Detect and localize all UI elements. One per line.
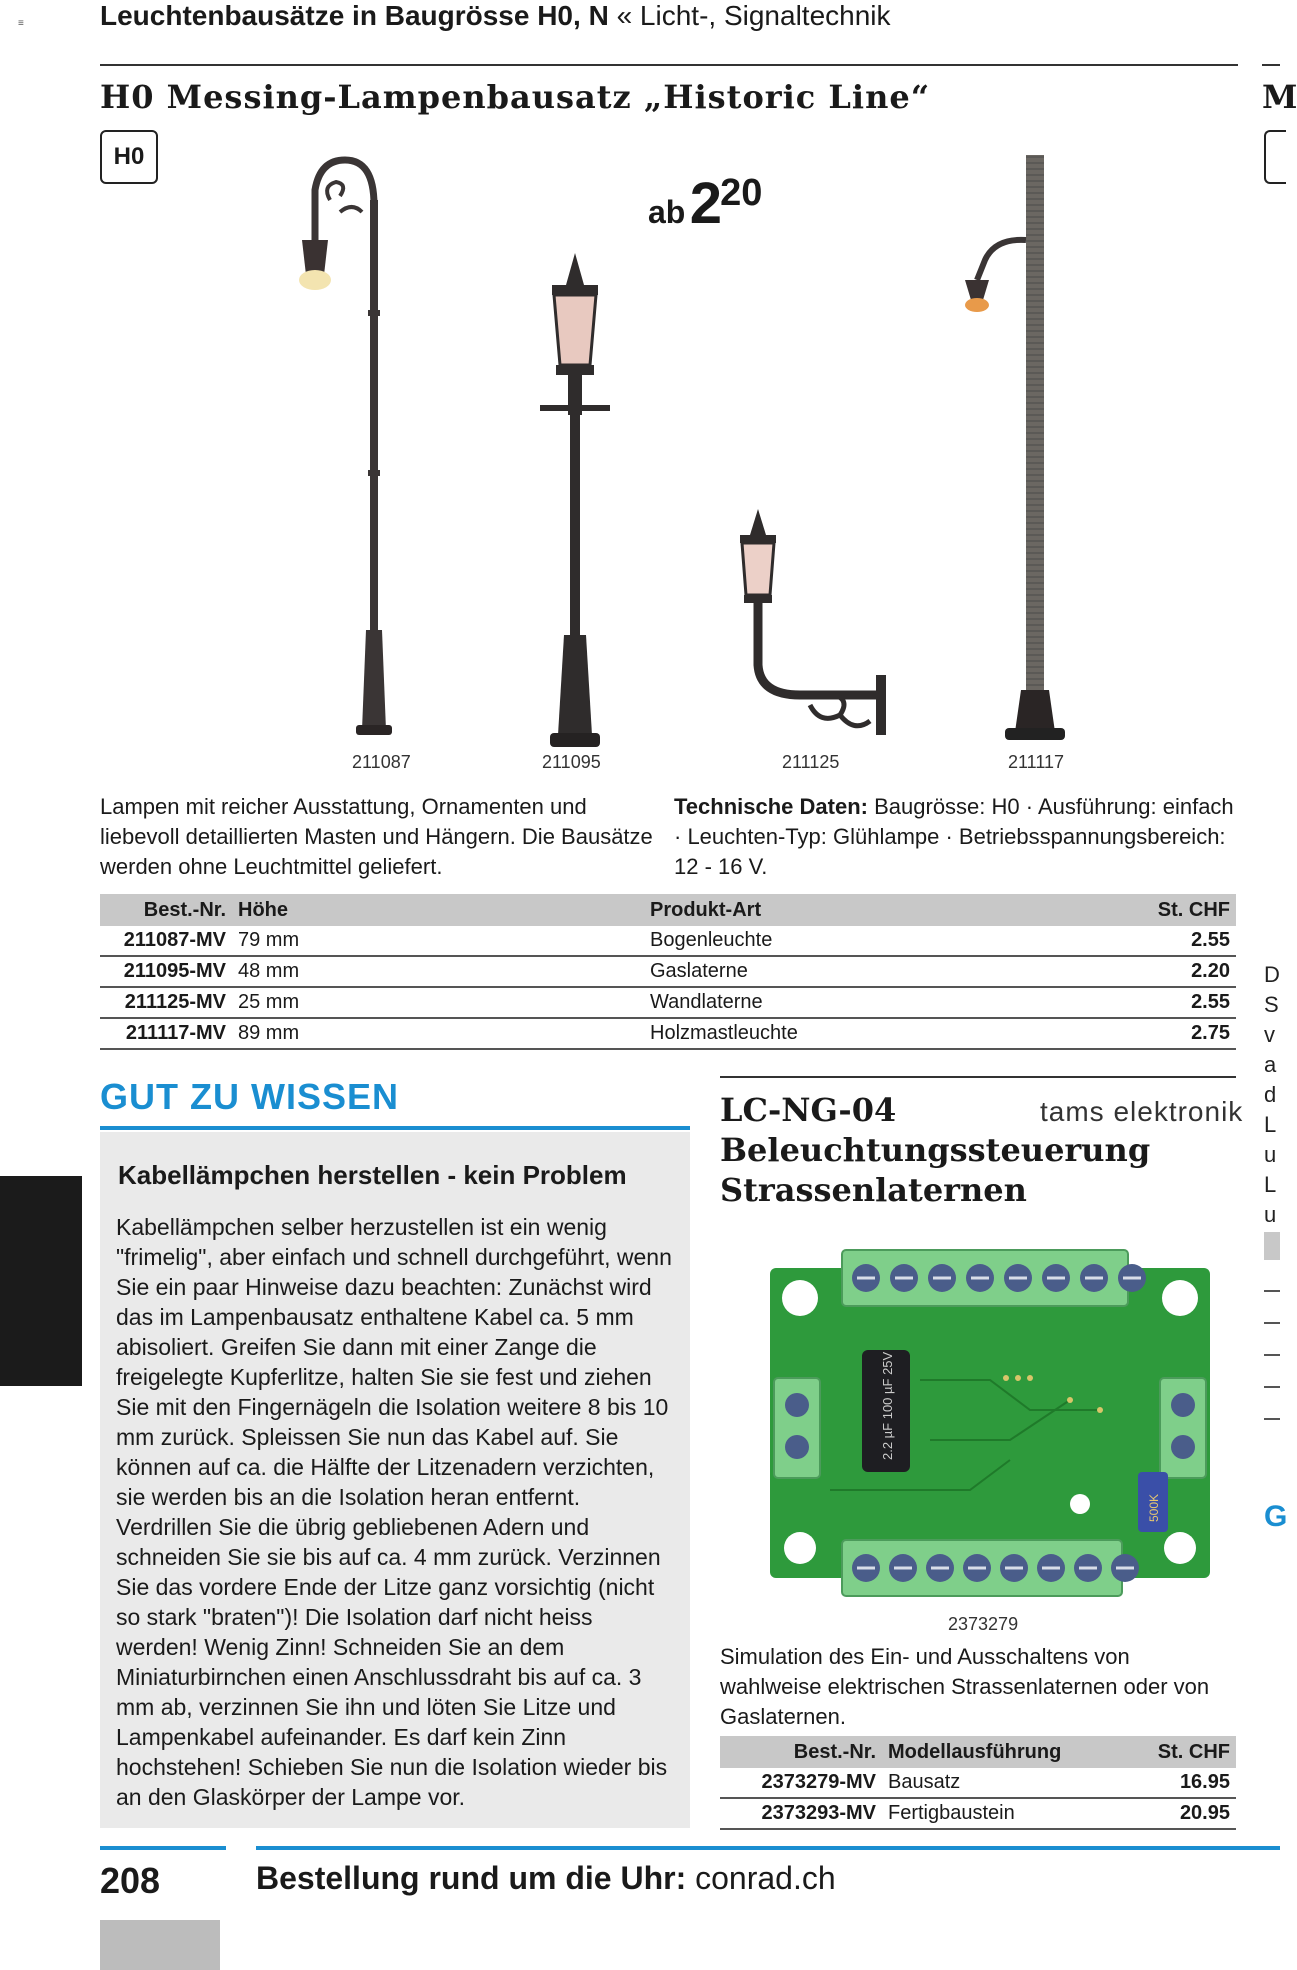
price: 2.55 [1114,926,1236,956]
right-col-letter: v [1264,1022,1275,1047]
lamp-holzmastleuchte-image [925,150,1085,750]
lamp-wandlaterne-image [720,505,890,755]
table-row [100,987,1236,1018]
info-box-title: GUT ZU WISSEN [100,1076,399,1117]
right-col-letter: L [1264,1172,1277,1197]
price-cents: 20 [720,172,763,214]
technical-data-label: Technische Daten: [674,794,868,819]
product-description: Lampen mit reicher Ausstattung, Ornamenten und liebevoll detaillierten Masten und Hängern. Die Bausätze werden ohne Leuchtmittel geliefert. [100,794,653,879]
product-rule [720,1076,1236,1078]
lamp-bogenleuchte-image [270,150,410,750]
scale-badge: H0 [100,130,158,184]
footer-rule [256,1846,1280,1850]
product-type: Bogenleuchte [644,926,1114,956]
info-box-rule [100,1126,690,1130]
right-col-letter: d [1264,1082,1277,1107]
product-title-line: Strassenlaternen [720,1171,1027,1209]
col-header: St. CHF [1124,1736,1236,1768]
right-col-text-fragment [1264,960,1280,1230]
page-number: 208 [100,1860,161,1901]
right-col-letter: D [1264,962,1280,987]
order-number: 2373279-MV [720,1768,882,1798]
height: 48 mm [232,956,644,987]
lamp-price-table [100,894,1236,1050]
model-version: Fertigbaustein [882,1798,1124,1829]
lamp-gaslaterne-image [530,245,620,755]
price: 20.95 [1124,1798,1236,1829]
lamp-number: 211095 [542,752,601,772]
order-number: 2373293-MV [720,1798,882,1829]
technical-data-text: Baugrösse: H0 · Ausführung: einfach · Leuchten-Typ: Glühlampe · Betriebsspannungsbereich: 12 - 16 V. [674,794,1234,879]
product-type: Wandlaterne [644,987,1114,1018]
brand-logo: tams elektronik [1040,1096,1244,1127]
header-rule [100,64,1238,66]
price: 2.75 [1114,1018,1236,1049]
right-col-rule-5 [1264,1418,1280,1420]
lamp-number: 211125 [782,752,840,772]
right-col-table-header-fragment [1264,1232,1280,1260]
technical-data [674,792,1234,882]
header-rule-right [1262,64,1280,66]
price: 2.20 [1114,956,1236,987]
footer-rule [100,1846,226,1850]
model-version: Bausatz [882,1768,1124,1798]
price-prefix: ab [648,194,686,230]
resistor-label: 500K [1147,1493,1161,1522]
product-type: Holzmastleuchte [644,1018,1114,1049]
order-number: 211095-MV [100,956,232,987]
info-box-text: Kabellämpchen selber herzustellen ist ein wenig "frimelig", aber einfach und schnell durchgeführt, wenn Sie ein paar Hinweise dazu beachten: Zunächst wird das im Lampenbausatz enthaltene Kabel ca. 5 mm abisoliert. Greifen Sie dann mit einer Zange die freigelegte Kupferlitze, halten Sie sie fest und ziehen Sie mit den Fingernägeln die Isolation weitere 8 bis 10 mm zurück. Spleissen Sie nun das Kabel auf. Sie können auf ca. die Hälfte der Litzenadern verzichten, sie werden bis an die Isolation heran entfernt. Verdrillen Sie die übrig gebliebenen Adern und schneiden Sie sie bis auf ca. 4 mm zurück. Verzinnen Sie das vordere Ende der Litze ganz vorsichtig (nicht so stark "braten")! Die Isolation darf nicht heiss werden! Wenig Zinn! Schneiden Sie an dem Miniaturbirnchen einen Anschlussdraht bis auf ca. 3 mm ab, verzinnen Sie ihn und löten Sie Litze und Lampenkabel aufeinander. Es darf kein Zinn hochstehen! Schieben Sie nun die Isolation wieder bis an den Glaskörper der Lampe vor. [116,1214,672,1810]
right-col-letter: S [1264,992,1279,1017]
page-header [100,0,891,32]
product-title-line: Beleuchtungssteuerung [720,1131,1151,1169]
capacitor-label: 2.2 µF 100 µF 25V [880,1351,895,1460]
right-col-title-fragment: M [1262,78,1297,116]
pcb-description: Simulation des Ein- und Ausschaltens von wahlweise elektrischen Strassenlaternen oder von Gaslaternen. [720,1644,1210,1729]
right-col-letter: u [1264,1142,1277,1167]
price-label [648,170,762,237]
col-header: Höhe [232,894,644,926]
chapter-tab [0,1176,82,1386]
pcb-module-image [770,1250,1210,1610]
footer-url-link[interactable]: conrad.ch [695,1860,836,1896]
table-header-row [720,1736,1236,1768]
product-type: Gaslaterne [644,956,1114,987]
footer-gray-block [100,1920,220,1970]
height: 79 mm [232,926,644,956]
footer-order-line [256,1860,836,1897]
right-col-heading-fragment: G [1264,1500,1288,1533]
col-header: Produkt-Art [644,894,1114,926]
table-row [100,1018,1236,1049]
table-row [100,956,1236,987]
table-row [720,1798,1236,1829]
price: 16.95 [1124,1768,1236,1798]
right-col-letter: u [1264,1202,1277,1227]
col-header: Modellausführung [882,1736,1124,1768]
col-header: Best.-Nr. [100,894,232,926]
table-row [720,1768,1236,1798]
height: 89 mm [232,1018,644,1049]
pcb-price-table [720,1736,1236,1830]
header-subtitle: « Licht-, Signaltechnik [616,0,891,31]
pcb-image-number: 2373279 [948,1614,1019,1634]
product-title-line: LC-NG-04 [720,1091,897,1129]
order-number: 211087-MV [100,926,232,956]
info-box-heading: Kabellämpchen herstellen - kein Problem [118,1160,627,1190]
price: 2.55 [1114,987,1236,1018]
col-header: Best.-Nr. [720,1736,882,1768]
lamp-number: 211117 [1008,752,1065,772]
header-title: Leuchtenbausätze in Baugrösse H0, N [100,0,609,31]
height: 25 mm [232,987,644,1018]
corner-mark-icon: ≡ [18,18,24,29]
col-header: St. CHF [1114,894,1236,926]
order-number: 211117-MV [100,1018,232,1049]
footer-order-label: Bestellung rund um die Uhr: [256,1860,687,1896]
lamp-number: 211087 [352,752,411,772]
right-col-letter: L [1264,1112,1277,1137]
table-header-row [100,894,1236,926]
right-col-rule-2 [1264,1322,1280,1324]
table-row [100,926,1236,956]
right-col-badge-fragment [1264,130,1286,184]
price-main: 2 [689,171,721,236]
right-col-letter: a [1264,1052,1277,1077]
right-col-rule-4 [1264,1386,1280,1388]
right-col-rule-1 [1264,1290,1280,1292]
right-col-rule-3 [1264,1354,1280,1356]
section-title: H0 Messing-Lampenbausatz „Historic Line“ [100,78,931,116]
order-number: 211125-MV [100,987,232,1018]
